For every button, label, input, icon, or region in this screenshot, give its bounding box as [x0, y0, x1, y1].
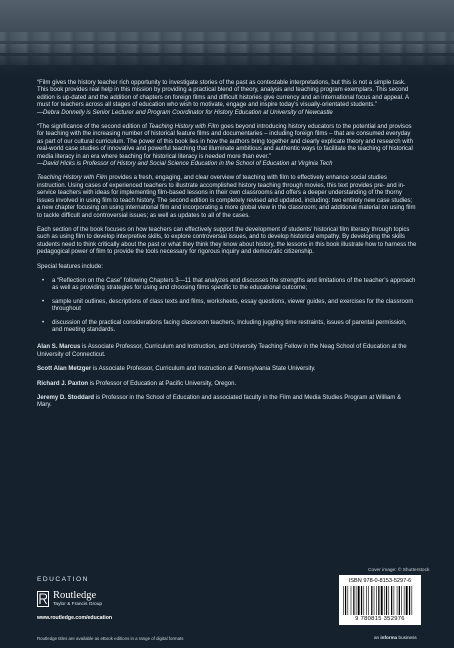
routledge-emblem-icon [37, 591, 49, 607]
quote-2-attribution: —David Hicks is Professor of History and Social Science Education in the School of Education at Virginia Tech [37, 161, 333, 168]
author-name: Scott Alan Metzger [37, 366, 92, 373]
publisher-block [37, 576, 257, 621]
author-bio: Richard J. Paxton is Professor of Education at Pacific University, Oregon. [37, 380, 237, 387]
list-item: • a “Reflection on the Case” following Chapters 3—11 that analyzes and discusses the strengths and limitations of the teacher’s approach as well as providing strategies for using and choosing films specific to the educational outcome; [40, 278, 417, 293]
author-bio: Alan S. Marcus is Associate Professor, Curriculum and Instruction, and University Teaching Fellow in the Neag School of Education at the University of Connecticut. [37, 344, 407, 358]
description-paragraph-2: Each section of the book focuses on how teachers can effectively support the development of students’ historical film literacy through topics such as using film to develop interpretive skills, to explore controversial issues, and to develop historical empathy. By developing the skills students need to think critically about the past or what they think they know about history, the lessons in this book illustrate how to harness the pedagogical power of film to provide the tools necessary for rigorous inquiry and democratic citizenship. [37, 226, 417, 256]
publisher-name: Routledge [53, 590, 97, 601]
quote-1-text: “Film gives the history teacher rich opportunity to investigate stories of the past as contestable interpretations, but this is not a simple task. This book provides real help in this mission by providing a practical blend of theory, analysis and teaching program exemplars. This second edition is up-dated and the addition of chapters on foreign films and difficult histories give currency and an international focus and appeal. A must for teachers across all stages of education who wish to motivate, engage and inspire today’s visually-orientated students.” [37, 80, 409, 109]
publisher-website: www.routledge.com/education [37, 615, 113, 621]
barcode-digits: 9 780815 352976 [355, 616, 405, 622]
list-item: • sample unit outlines, descriptions of class texts and films, worksheets, essay questions, viewer guides, and exercises for the classroom throughout [40, 299, 417, 314]
author-name: Richard J. Paxton [37, 380, 89, 387]
ebook-note: Routledge titles are available as eBook editions in a range of digital formats [37, 636, 184, 641]
author-bio: Jeremy D. Stoddard is Professor in the School of Education and associated faculty in the Film and Media Studies Program at William & Mary. [37, 395, 401, 409]
author-bio: Scott Alan Metzger is Associate Professor, Curriculum and Instruction at Pennsylvania State University. [37, 366, 316, 373]
special-features-heading: Special features include: [37, 263, 103, 270]
informa-brand: informa [380, 635, 398, 640]
informa-business-tagline: an informa business [374, 635, 417, 640]
description-paragraph-1: Teaching History with Film provides a fresh, engaging, and clear overview of teaching with film to effectively enhance social studies instruction. Using cases of experienced teachers to illustrate accomplished history teaching through movies, this text provides pre- and in-service teachers with ideas for implementing film-based lessons in their own classrooms and offers a deeper understanding of the thorny issues involved in using film to teach history. The second edition is completely revised and updated, including: two entirely new case studies; a new chapter focusing on using international film and incorporating a more global view in the classroom; and additional material on using film to tackle difficult and controversial issues; as well as updates to all of the cases. [37, 175, 416, 219]
author-name: Jeremy D. Stoddard [37, 395, 95, 401]
back-cover-text [37, 80, 417, 417]
endorsement-quote-1 [37, 80, 417, 117]
isbn-text: ISBN 978-0-8153-5297-6 [348, 578, 412, 584]
book-title: Teaching History with Film [37, 175, 108, 182]
endorsement-quote-2: “The significance of the second edition of Teaching History with Film goes beyond introducing history educators to the potential and provisos for teaching with the increasing number of historical feature films and documentaries – including foreign films – that are consumed everyday as part of our cultural curriculum. The power of this book lies in how the authors bring together and clearly explicate theory and research with real-world case studies of innovative and powerful teaching that illuminate ambitious and authentic ways to facilitate the teaching of historical media literacy in an era where teaching for historical literacy is needed more than ever.” —David Hicks is Professor of History and Social Science Education in the School of Education at Virginia Tech [37, 124, 417, 168]
special-features-list [37, 278, 417, 334]
quote-2-book-title: Teaching History with Film [148, 124, 219, 131]
cover-image-credit: Cover image: © Shutterstock [368, 568, 430, 573]
isbn-barcode [339, 575, 421, 625]
author-name: Alan S. Marcus [37, 344, 81, 351]
barcode-bars-icon [343, 586, 417, 615]
cover-photo-theater-seats [0, 0, 454, 80]
publisher-group: Taylor & Francis Group [53, 602, 103, 607]
routledge-logo [37, 588, 197, 618]
subject-category: EDUCATION [37, 576, 89, 583]
quote-1-attribution: —Debra Donnelly is Senior Lecturer and Program Coordinator for History Education at University of Newcastle [37, 109, 333, 116]
list-item: • discussion of the practical considerations facing classroom teachers, including juggling time restraints, issues of parental permission, and meeting standards. [40, 320, 417, 335]
